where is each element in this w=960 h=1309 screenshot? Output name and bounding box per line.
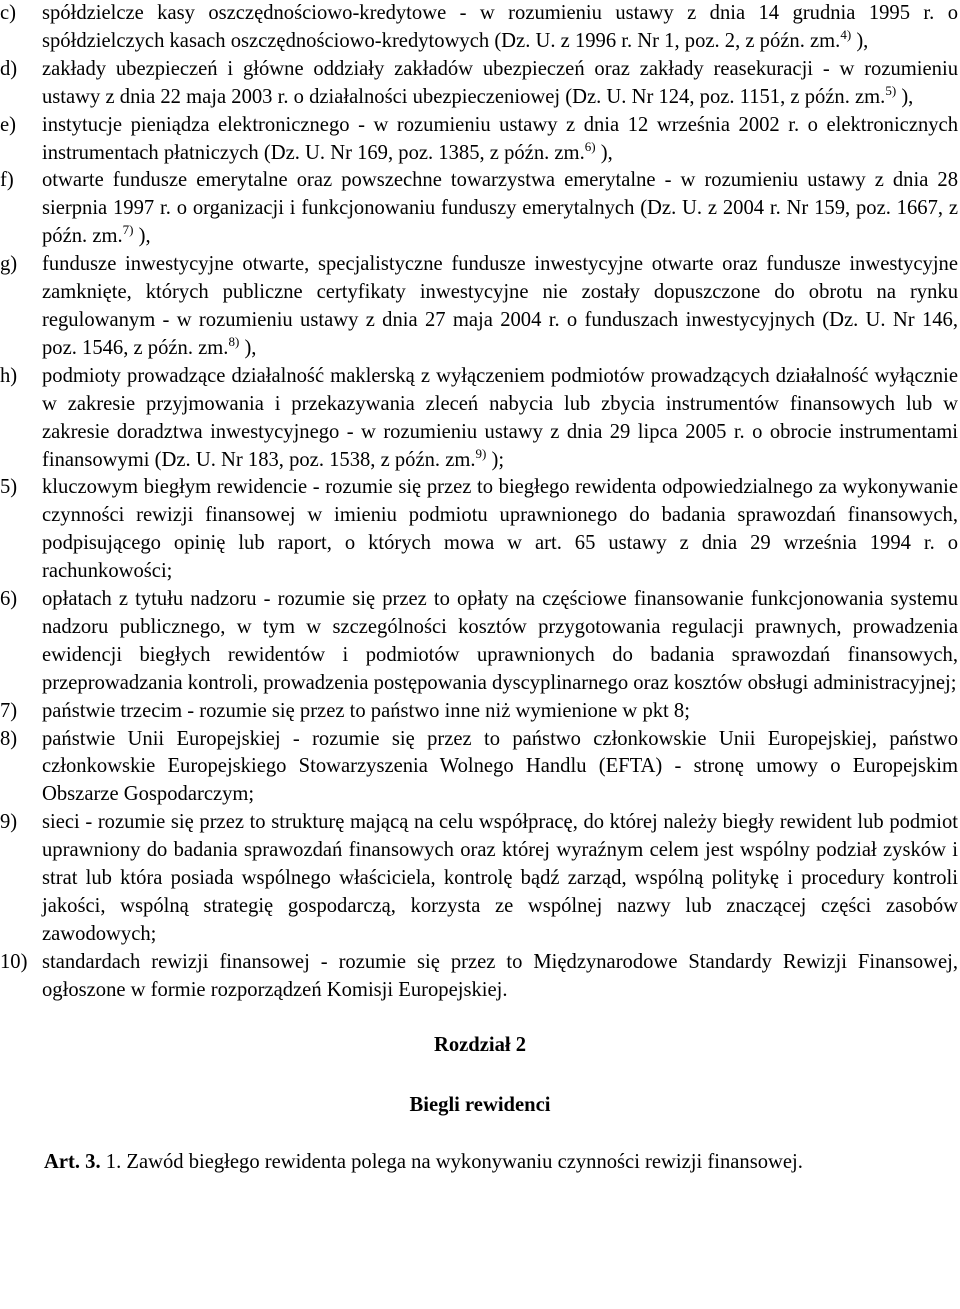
item-label: d): [0, 57, 18, 80]
definition-item: [0, 809, 960, 949]
list-item: [0, 251, 960, 363]
item-number: 7): [0, 699, 18, 722]
article-paragraph: [0, 1149, 960, 1177]
list-item: [0, 0, 960, 56]
item-number: 8): [0, 727, 18, 750]
item-label: e): [0, 113, 16, 136]
item-text: kluczowym biegłym rewidencie - rozumie się przez to biegłego rewidenta odpowiedzialnego za wykonywanie czynności rewizji finansowej w imieniu podmiotu uprawnionego do badania sprawozdań finansowych, podpisującego opinię lub raport, o których mowa w art. 65 ustawy z dnia 29 września 1994 r. o rachunkowości;: [42, 476, 958, 583]
item-label: f): [0, 169, 14, 192]
item-text: sieci - rozumie się przez to strukturę mającą na celu współpracę, do której należy biegły rewident lub podmiot uprawniony do badania sprawozdań finansowych oraz której wyraźnym celem jest wspólny podział zysków i strat lub która posiada wspólnego właściciela, kontrolę bądź zarząd, wspólną politykę i procedury kontroli jakości, wspólną strategię gospodarczą, korzysta ze wspólnej nazwy lub znaczącej części zasobów zawodowych;: [42, 811, 958, 945]
footnote-ref: 5): [885, 82, 897, 98]
item-text: podmioty prowadzące działalność maklerską z wyłączeniem podmiotów prowadzących działalność wyłącznie w zakresie przyjmowania i przekazywania zleceń nabycia lub zbycia instrumentów finansowych lub w zakresie doradztwa inwestycyjnego - w rozumieniu ustawy z dnia 29 lipca 2005 r. o obrocie instrumentami finansowymi (Dz. U. Nr 183, poz. 1538, z późn. zm.$^{9)}$ );: [42, 364, 958, 471]
item-label: c): [0, 2, 16, 24]
item-number: 5): [0, 476, 18, 499]
item-text: standardach rewizji finansowej - rozumie się przez to Międzynarodowe Standardy Rewizji Finansowej, ogłoszone w formie rozporządzeń Komisji Europejskiej.: [42, 950, 958, 1001]
article-label: Art. 3.: [44, 1151, 101, 1174]
item-text: państwie Unii Europejskiej - rozumie się przez to państwo członkowskie Unii Europejskiej, państwo członkowskie Europejskiego Stowarzyszenia Wolnego Handlu (EFTA) - stronę umowy o Europejskim Obszarze Gospodarczym;: [42, 727, 958, 806]
item-number: 10): [0, 950, 28, 973]
definition-item: [0, 586, 960, 698]
item-label: h): [0, 364, 18, 387]
list-item: [0, 167, 960, 251]
chapter-number: Rozdział 2: [433, 1033, 527, 1056]
footnote-ref: 6): [584, 138, 596, 154]
list-item: [0, 112, 960, 168]
item-number: 9): [0, 811, 18, 834]
item-text: spółdzielcze kasy oszczędnościowo-kredytowe - w rozumieniu ustawy z dnia 14 grudnia 1995 r. o spółdzielczych kasach oszczędnościowo-kredytowych (Dz. U. z 1996 r. Nr 1, poz. 2, z późn. zm.$^{4)}$ ),: [42, 2, 958, 52]
definition-item: [0, 474, 960, 586]
definition-item: [0, 698, 960, 726]
item-text: otwarte fundusze emerytalne oraz powszechne towarzystwa emerytalne - w rozumieniu ustawy z dnia 28 sierpnia 1997 r. o organizacji i funkcjonowaniu funduszy emerytalnych (Dz. U. z 2004 r. Nr 159, poz. 1667, z późn. zm.$^{7)}$ ),: [42, 169, 958, 248]
footnote-ref: 9): [475, 445, 487, 461]
item-text: państwie trzecim - rozumie się przez to państwo inne niż wymienione w pkt 8;: [42, 699, 690, 722]
footnote-ref: 8): [228, 334, 240, 350]
list-item: [0, 56, 960, 112]
article-text: 1. Zawód biegłego rewidenta polega na wykonywaniu czynności rewizji finansowej.: [105, 1151, 803, 1174]
item-text: instytucje pieniądza elektronicznego - w rozumieniu ustawy z dnia 12 września 2002 r. o elektronicznych instrumentach płatniczych (Dz. U. Nr 169, poz. 1385, z późn. zm.$^{6)}$ ),: [42, 113, 958, 164]
footnote-ref: 7): [122, 222, 134, 238]
item-text: fundusze inwestycyjne otwarte, specjalistyczne fundusze inwestycyjne otwarte oraz fundusze inwestycyjne zamknięte, których publiczne certyfikaty inwestycyjne nie zostały dopuszczone do obrotu na rynku regulowanym - w rozumieniu ustawy z dnia 27 maja 2004 r. o funduszach inwestycyjnych (Dz. U. Nr 146, poz. 1546, z późn. zm.$^{8)}$ ),: [42, 253, 958, 359]
chapter-title: Biegli rewidenci: [409, 1093, 551, 1116]
definition-item: [0, 949, 960, 1005]
footnote-ref: 4): [840, 27, 852, 43]
item-number: 6): [0, 588, 18, 611]
item-label: g): [0, 253, 18, 276]
item-text: zakłady ubezpieczeń i główne oddziały zakładów ubezpieczeń oraz zakłady reasekuracji - w rozumieniu ustawy z dnia 22 maja 2003 r. o działalności ubezpieczeniowej (Dz. U. Nr 124, poz. 1151, z późn. zm.$^{5)}$ ),: [42, 57, 958, 108]
definition-item: [0, 726, 960, 810]
item-text: opłatach z tytułu nadzoru - rozumie się przez to opłaty na częściowe finansowanie funkcjonowania systemu nadzoru publicznego, w tym w szczególności kosztów przygotowania regulacji prawnych, prowadzenia ewidencji biegłych rewidentów i podmiotów uprawnionych do badania sprawozdań finansowych, przeprowadzania kontroli, prowadzenia postępowania dyscyplinarnego oraz kosztów obsługi administracyjnej;: [42, 588, 958, 694]
list-item: [0, 363, 960, 475]
